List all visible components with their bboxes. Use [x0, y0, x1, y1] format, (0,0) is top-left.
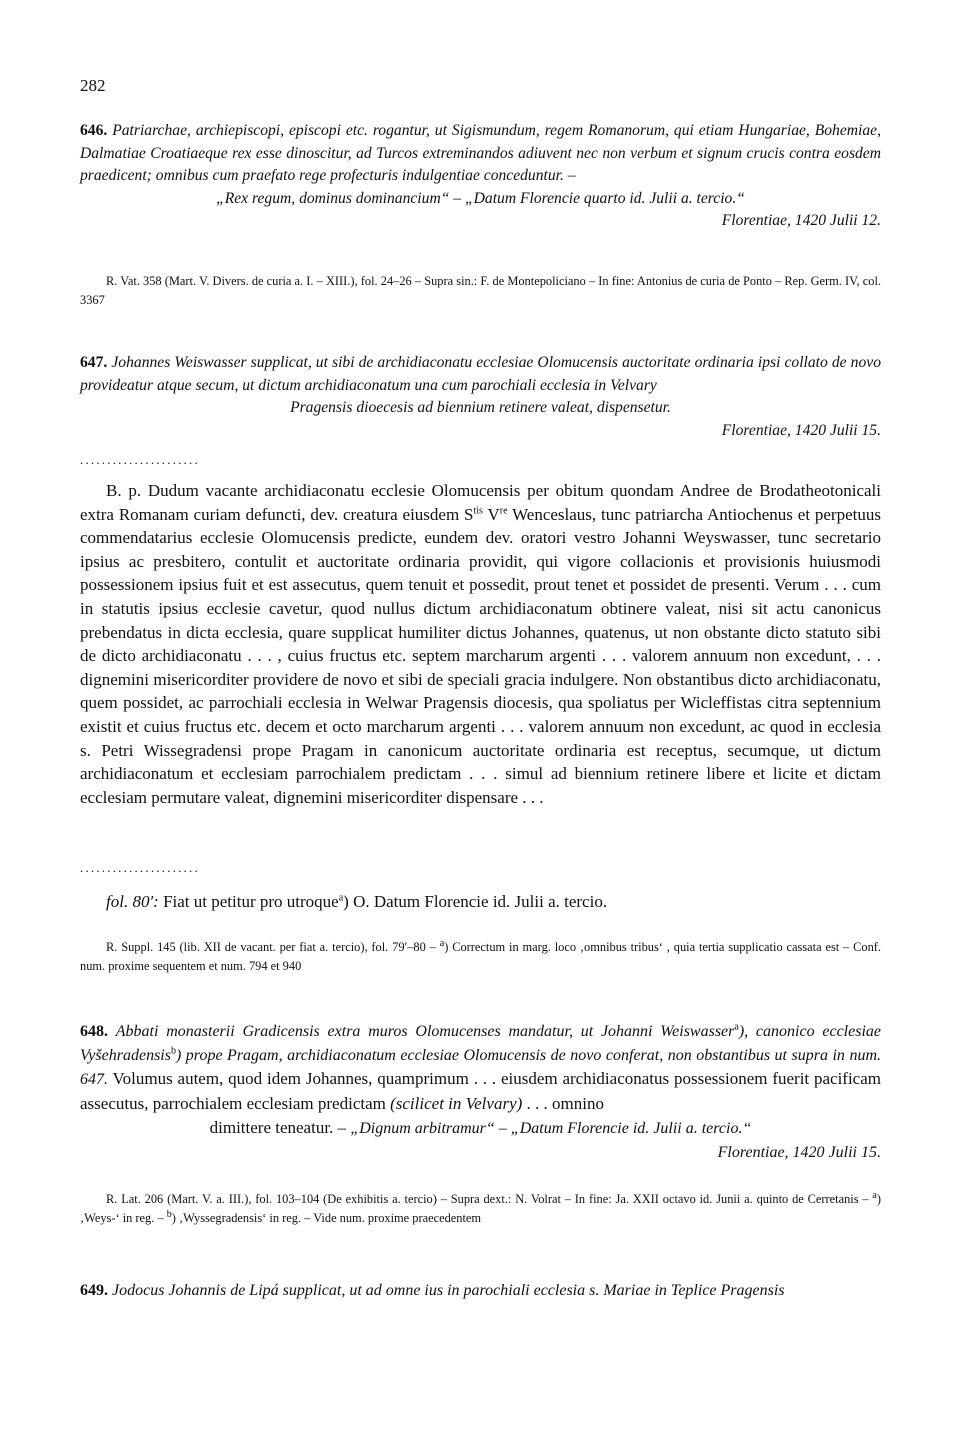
- superscript: b: [166, 1208, 172, 1220]
- note-text: R. Vat. 358 (Mart. V. Divers. de curia a. I. – XIII.), fol. 24–26 – Supra sin.: F. de Montepoliciano – In fine: Antonius de curia de Ponto – Rep. Germ. IV, col. 3367: [80, 274, 881, 307]
- superscript: a: [439, 937, 445, 949]
- superscript: a: [338, 892, 344, 904]
- note-text: R. Lat. 206 (Mart. V. a. III.), fol. 103–104 (De exhibitis a. tercio) – Supra dext.: N. Volrat – In fine: Ja. XXII octavo id. Junii a. quinto de Cerretanis –: [106, 1192, 873, 1206]
- body-text-3: Wenceslaus, tunc patriarcha Antiochenus et perpetuus commendatarius ecclesie Olomucensis predicte, eundem dev. oratori vestro Johanni Weyswasser, tunc secretario ipsius ac presbitero, contulit et auctoritate ordinaria providit, qui vigore collacionis et provisionis huiusmodi possessionem ipsius fuit et est assecutus, quem tenuit et possedit, prout tenet et possidet de presenti. Verum . . . cum in statutis ipsius ecclesie cavetur, quod nullus dictum archidiaconatum obtinere valeat, nisi sit actu canonicus prebendatus in dicta ecclesia, quare supplicat humiliter dictus Johannes, quatenus, ut non obstante dicto statuto sibi de dicto archidiaconatu . . . , cuius fructus etc. septem marcharum argenti . . . valorem annuum non excedunt, . . . dignemini misericorditer providere de novo et sibi de speciali gracia indulgere. Non obstantibus dicto archidiaconatu, quem possidet, ac parrochiali ecclesia in Welwar Pragensis diocesis, qua spoliatus per Wicleffistas citra septennium existit et cuius fructus etc. decem et octo marcharum argenti . . . valorem annuum non excedunt, ac quod in ecclesia s. Petri Wissegradensi prope Pragam in canonicum auctoritate ordinaria est receptus, secumque, ut dictum archidiaconatum et ecclesiam parrochialem predictam . . . simul ad biennium retinere libere et licite et dictam ecclesiam permutare valeat, dignemini misericorditer dispensare . . .: [80, 504, 881, 807]
- superscript: a: [872, 1189, 877, 1201]
- body-text-2: V: [482, 504, 500, 524]
- place-date: Florentiae, 1420 Julii 12.: [721, 212, 881, 229]
- entry-647: [80, 352, 881, 442]
- entry-647-regest: [80, 352, 881, 397]
- entry-number: 647.: [80, 354, 108, 371]
- supplication-text: [80, 479, 881, 809]
- apparatus-note-646: [80, 272, 881, 310]
- omission-dots: ......................: [80, 452, 200, 467]
- page-number: 282: [80, 76, 106, 95]
- note-text: ) ‚Weys-‘ in reg. –: [80, 1192, 881, 1225]
- omission-dots: ......................: [80, 860, 200, 875]
- regest-text: Abbati monasterii Gradicensis extra muros Olomucenses mandatur, ut Johanni Weiswasser: [115, 1023, 735, 1040]
- entry-number: 646.: [80, 122, 108, 139]
- note-text: R. Suppl. 145 (lib. XII de vacant. per fiat a. tercio), fol. 79′–80 –: [106, 940, 440, 954]
- note-text-end: ) Correctum in marg. loco ‚omnibus tribus‘ , quia tertia supplicatio cassata est – Conf. num. proxime sequentem et num. 794 et 940: [80, 940, 881, 973]
- apparatus-note-648: [80, 1190, 881, 1228]
- superscript: b: [170, 1045, 176, 1057]
- mandate-text: . . . omnino: [522, 1093, 604, 1113]
- entry-649: [80, 1280, 881, 1303]
- regest-end: Pragensis dioecesis ad biennium retinere valeat, dispensetur.: [290, 399, 671, 416]
- apparatus-note-647: [80, 938, 881, 976]
- incipit: „Rex regum, dominus dominancium“ – „Datum Florencie quarto id. Julii a. tercio.“: [216, 189, 745, 207]
- entry-648: [80, 1020, 881, 1165]
- regest-text: Johannes Weiswasser supplicat, ut sibi de archidiaconatu ecclesiae Olomucensis auctoritate ordinaria ipsi collato de novo provideatur atque secum, ut dictum archidiaconatum una cum parochiali ecclesia in Velvary: [80, 354, 881, 394]
- mandate-end: [80, 1116, 881, 1141]
- body-text-1: B. p. Dudum vacante archidiaconatu ecclesie Olomucensis per obitum quondam Andree de Brodatheotonicali extra Romanam curiam defuncti, dev. creatura eiusdem S: [80, 481, 881, 524]
- superscript: tis: [473, 504, 483, 516]
- superscript: a: [734, 1021, 739, 1033]
- mandate-text-end: dimittere teneatur. –: [209, 1118, 351, 1138]
- incipit: „Dignum arbitramur“ – „Datum Florencie id. Julii a. tercio.“: [350, 1120, 752, 1138]
- regest-text: ), canonico ecclesiae Vyšehradensis: [80, 1023, 881, 1064]
- place-date: Florentiae, 1420 Julii 15.: [717, 1143, 881, 1161]
- fiat-text-end: ) O. Datum Florencie id. Julii a. tercio.: [343, 892, 608, 911]
- place-date: Florentiae, 1420 Julii 15.: [721, 421, 881, 439]
- entry-648-regest: [80, 1020, 881, 1116]
- entry-646-regest: [80, 120, 881, 188]
- regest-text: ) prope Pragam, archidiaconatum ecclesiae Olomucensis de novo conferat, non obstantibus ut supra in num. 647.: [80, 1046, 881, 1089]
- entry-646: [80, 120, 881, 233]
- note-text-end: ) ‚Wyssegradensis‘ in reg. – Vide num. proxime praecedentem: [171, 1211, 482, 1225]
- fiat-text: Fiat ut petitur pro utroque: [158, 892, 339, 911]
- superscript: re: [499, 504, 508, 516]
- regest-text: Jodocus Johannis de Lipá supplicat, ut ad omne ius in parochiali ecclesia s. Mariae in Teplice Pragensis: [112, 1282, 785, 1299]
- folio-label: fol. 80′:: [106, 892, 159, 911]
- fiat-line: [80, 890, 881, 914]
- editorial-insert: (scilicet in Velvary): [390, 1093, 523, 1113]
- regest-text: Patriarchae, archiepiscopi, episcopi etc. rogantur, ut Sigismundum, regem Romanorum, qui etiam Hungariae, Bohemiae, Dalmatiae Croatiaeque rex esse dinoscitur, ad Turcos extreminandos adiuvent nec non verbum et signum crucis contra eosdem praedicent; omnibus cum praefato rege profecturis indulgentiae conceduntur. –: [80, 122, 881, 184]
- entry-number: 648.: [80, 1023, 108, 1040]
- mandate-text: Volumus autem, quod idem Johannes, quamprimum . . . eiusdem archidiaconatus possessionem fuerit pacificam assecutus, parrochialem ecclesiam predictam: [80, 1069, 881, 1113]
- entry-number: 649.: [80, 1282, 108, 1299]
